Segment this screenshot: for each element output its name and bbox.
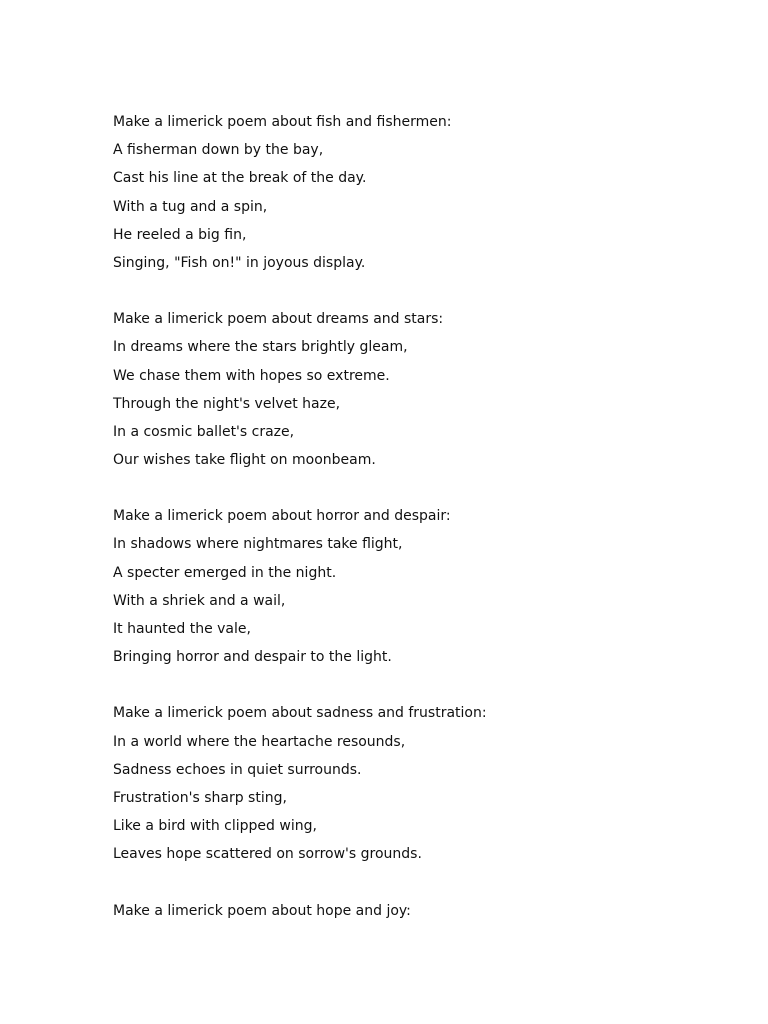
limerick-section-sadness — [113, 704, 673, 873]
poem-line: He reeled a big fin, — [113, 226, 247, 243]
poem-line: Our wishes take flight on moonbeam. — [113, 452, 376, 469]
limerick-section-horror — [113, 507, 673, 676]
poem-line: Like a bird with clipped wing, — [113, 818, 317, 835]
poem-line: In shadows where nightmares take flight, — [113, 536, 403, 553]
poem-line: We chase them with hopes so extreme. — [113, 367, 390, 384]
limerick-section-fish — [113, 113, 673, 282]
prompt-line: Make a limerick poem about sadness and frustration: — [113, 705, 487, 722]
poem-line: With a shriek and a wail, — [113, 592, 286, 609]
poem-line: A specter emerged in the night. — [113, 564, 337, 581]
limerick-section-hope — [113, 902, 673, 930]
prompt-line: Make a limerick poem about fish and fishermen: — [113, 114, 452, 130]
poem-line: Bringing horror and despair to the light. — [113, 649, 392, 666]
poem-line: In dreams where the stars brightly gleam, — [113, 339, 408, 356]
poem-line: Through the night's velvet haze, — [113, 395, 341, 412]
poem-line: In a world where the heartache resounds, — [113, 733, 406, 750]
poem-line: Leaves hope scattered on sorrow's grounds. — [113, 846, 422, 863]
prompt-line: Make a limerick poem about horror and despair: — [113, 508, 451, 525]
poem-line: In a cosmic ballet's craze, — [113, 423, 295, 440]
document-body — [113, 113, 673, 958]
limerick-section-dreams — [113, 310, 673, 479]
poem-line: It haunted the vale, — [113, 621, 251, 637]
poem-line: Cast his line at the break of the day. — [113, 170, 367, 187]
poem-line: Frustration's sharp sting, — [113, 789, 287, 806]
prompt-line: Make a limerick poem about hope and joy: — [113, 902, 411, 919]
poem-line: With a tug and a spin, — [113, 198, 268, 215]
poem-line: A fisherman down by the bay, — [113, 142, 324, 159]
prompt-line: Make a limerick poem about dreams and stars: — [113, 311, 444, 328]
poem-line: Sadness echoes in quiet surrounds. — [113, 761, 362, 778]
poem-line: Singing, "Fish on!" in joyous display. — [113, 254, 366, 271]
